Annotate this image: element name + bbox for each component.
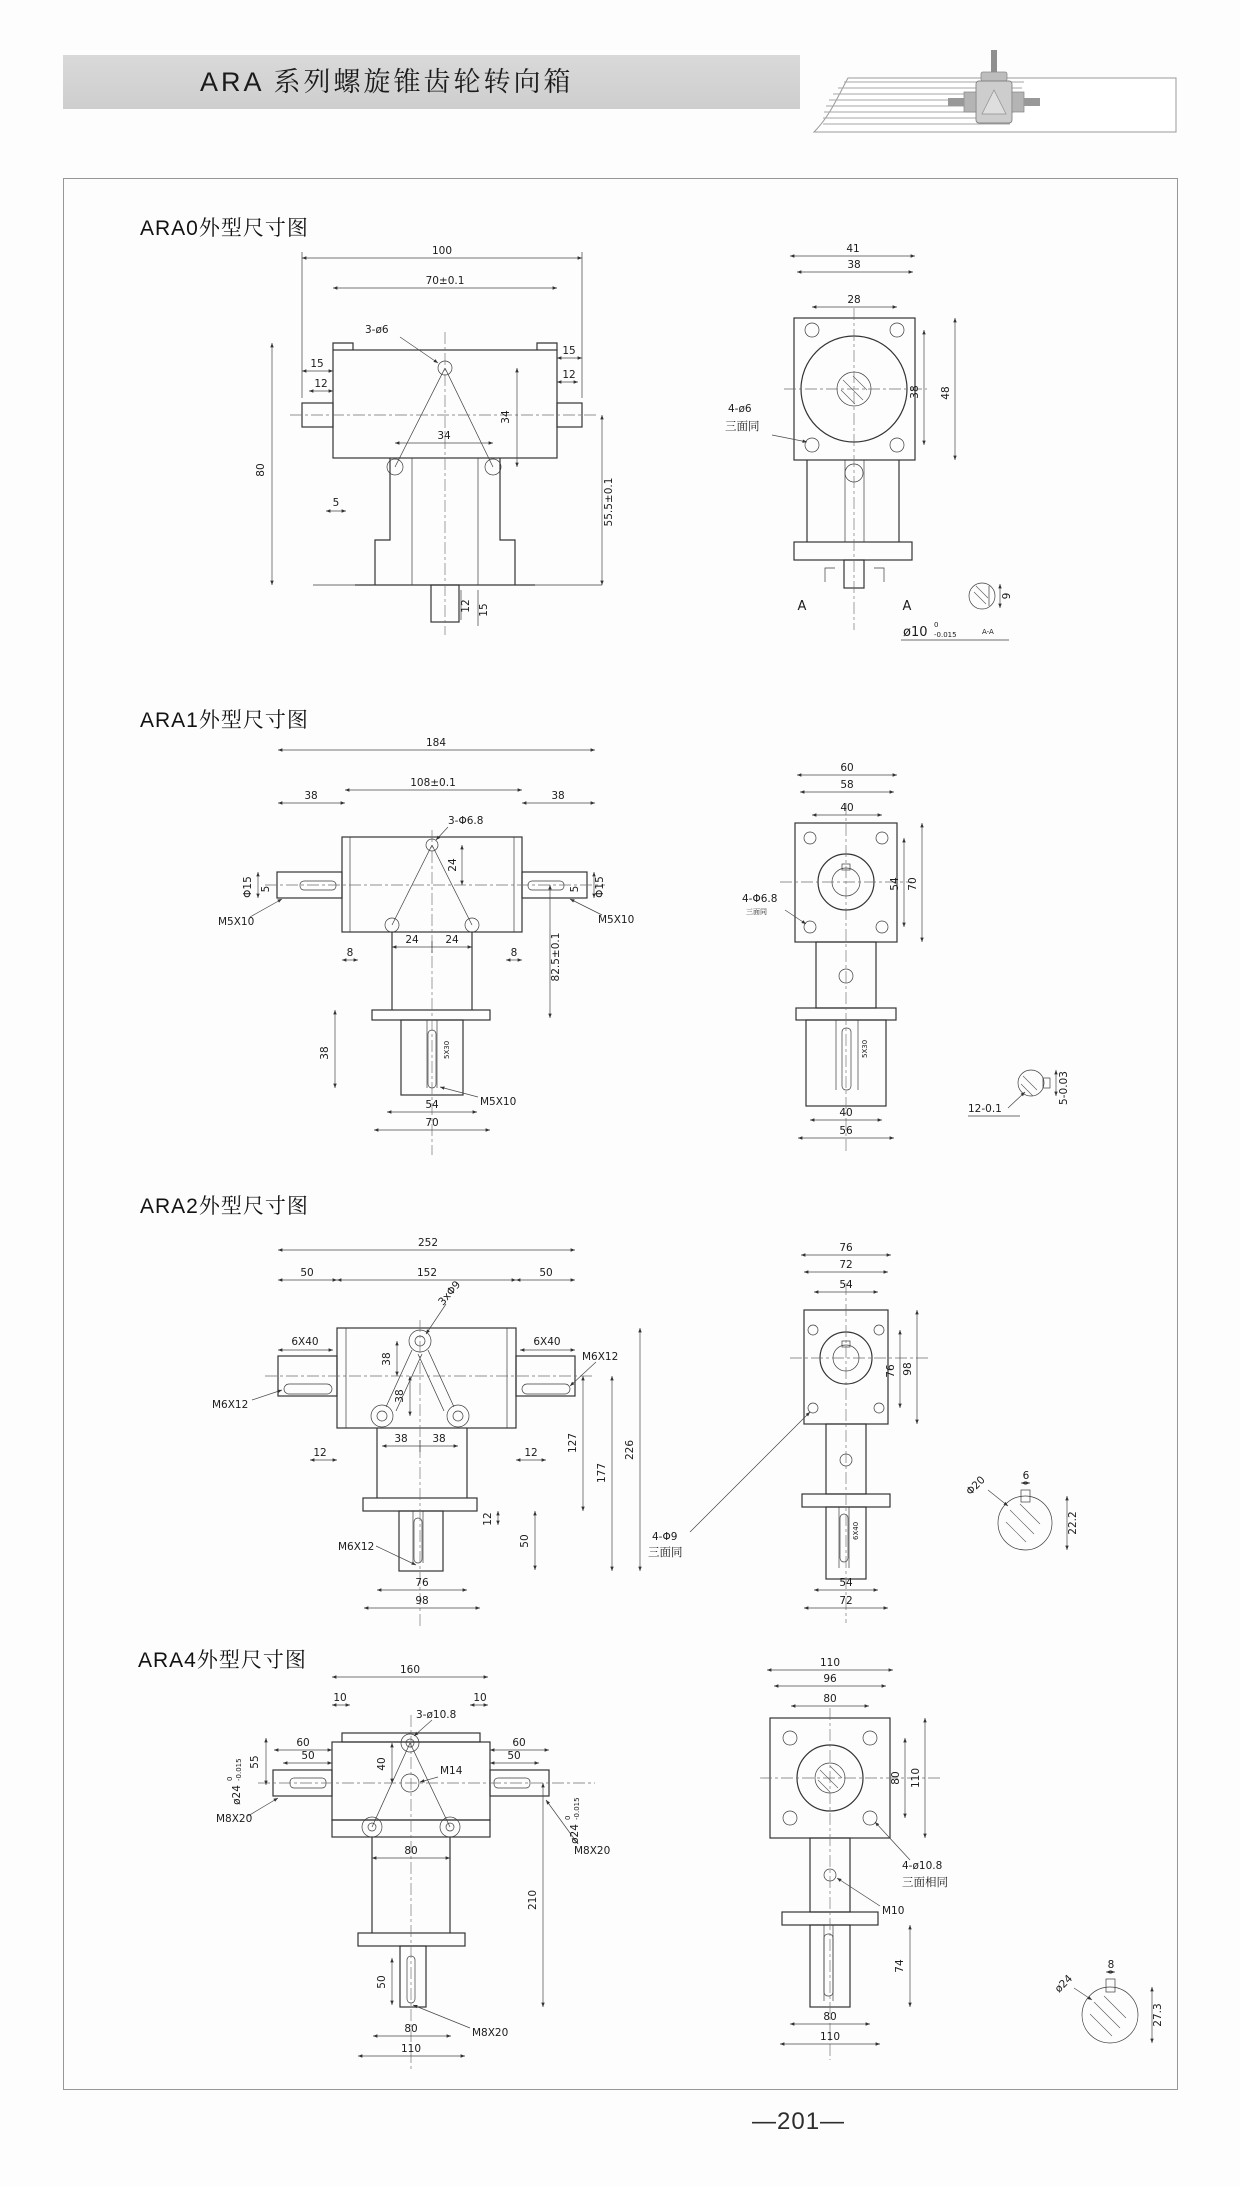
dim-label: 50 bbox=[507, 1750, 521, 1762]
keyway-label: 6X40 bbox=[291, 1336, 319, 1348]
dim-label: 38 bbox=[551, 790, 565, 802]
dim-label: 40 bbox=[376, 1757, 388, 1771]
hole-callout: 4-Φ9 bbox=[652, 1531, 678, 1543]
shaft-callout: ø24 bbox=[1052, 1972, 1076, 1996]
ara4-side-view-drawing bbox=[630, 1657, 1195, 2095]
dimension-lines bbox=[785, 775, 1056, 1138]
dim-label: 56 bbox=[839, 1125, 853, 1137]
ara0-side-view-drawing bbox=[562, 230, 1032, 660]
dim-label: 70±0.1 bbox=[425, 275, 465, 287]
centerlines bbox=[784, 308, 927, 630]
dim-label: 28 bbox=[847, 294, 861, 306]
thread-callout: M8X20 bbox=[216, 1813, 253, 1825]
hole-callout-note: 三面同 bbox=[746, 908, 767, 916]
dim-label: Φ15 bbox=[594, 876, 606, 898]
dim-label: 110 bbox=[910, 1767, 922, 1789]
dim-label: 98 bbox=[415, 1595, 429, 1607]
dim-label: 38 bbox=[319, 1046, 331, 1060]
hole-callout: 4-ø10.8 bbox=[902, 1860, 943, 1872]
hole-callout: 3xΦ9 bbox=[436, 1278, 464, 1308]
dim-label: 6 bbox=[1022, 1470, 1030, 1482]
dim-label: 40 bbox=[840, 802, 854, 814]
dim-label: 60 bbox=[512, 1737, 526, 1749]
dim-label: 55 bbox=[249, 1755, 261, 1769]
centerlines bbox=[790, 1283, 930, 1623]
dim-label: 76 bbox=[885, 1364, 897, 1378]
keyway-label: 6X40 bbox=[533, 1336, 561, 1348]
page-title: ARA 系列螺旋锥齿轮转向箱 bbox=[200, 67, 574, 97]
dim-label: 110 bbox=[819, 2031, 841, 2043]
dim-label: 252 bbox=[417, 1237, 439, 1249]
shaft-callout: Φ20 bbox=[963, 1473, 988, 1498]
thread-callout: M5X10 bbox=[480, 1096, 517, 1108]
dimension-labels bbox=[218, 737, 634, 1129]
dim-label: 54 bbox=[839, 1279, 853, 1291]
section-title-ara2: ARA2外型尺寸图 bbox=[140, 1195, 309, 1218]
dim-label: 38 bbox=[432, 1433, 446, 1445]
dim-label: 58 bbox=[840, 779, 854, 791]
thread-callout: M5X10 bbox=[218, 916, 255, 928]
centerlines bbox=[258, 1715, 595, 2070]
dimension-labels bbox=[255, 245, 615, 617]
dim-label: 8 bbox=[510, 947, 518, 959]
dim-label: 15 bbox=[310, 358, 324, 370]
dim-label: 41 bbox=[846, 243, 860, 255]
ara2-front-view-drawing bbox=[150, 1238, 660, 1643]
dim-label: 110 bbox=[819, 1657, 841, 1669]
thread-callout: M8X20 bbox=[574, 1845, 611, 1857]
dim-label: 55.5±0.1 bbox=[603, 477, 615, 527]
dim-label: 8 bbox=[1107, 1959, 1115, 1971]
section-title-ara1: ARA1外型尺寸图 bbox=[140, 709, 309, 732]
thread-callout: M5X10 bbox=[598, 914, 635, 926]
dim-label: 24 bbox=[405, 934, 419, 946]
dim-label: 50 bbox=[519, 1534, 531, 1548]
dim-label: 82.5±0.1 bbox=[550, 932, 562, 982]
dim-label: 50 bbox=[539, 1267, 553, 1279]
dim-label: 177 bbox=[596, 1462, 608, 1484]
dim-label: 10 bbox=[333, 1692, 347, 1704]
dim-label: 12-0.1 bbox=[968, 1103, 1002, 1115]
dim-label: 210 bbox=[527, 1889, 539, 1911]
dim-label: 60 bbox=[296, 1737, 310, 1749]
dim-label: 15 bbox=[478, 603, 490, 617]
dim-label: 50 bbox=[376, 1975, 388, 1989]
dim-label: 127 bbox=[567, 1432, 579, 1454]
dim-label: 50 bbox=[300, 1267, 314, 1279]
dim-label: 80 bbox=[823, 2011, 837, 2023]
outline-geometry bbox=[302, 343, 602, 622]
dim-label: 15 bbox=[562, 345, 576, 357]
dim-label: 108±0.1 bbox=[410, 777, 456, 789]
dim-label: 76 bbox=[415, 1577, 429, 1589]
dim-label: 24 bbox=[447, 858, 459, 872]
centerlines bbox=[290, 332, 598, 635]
dimension-labels bbox=[820, 1657, 1164, 2043]
dim-label: 34 bbox=[437, 430, 451, 442]
hole-callout-note: 三面相同 bbox=[902, 1875, 948, 1889]
dimension-labels bbox=[216, 1664, 610, 2055]
dim-label: 80 bbox=[890, 1771, 902, 1785]
dim-label: 80 bbox=[404, 1845, 418, 1857]
dim-label: 38 bbox=[381, 1352, 393, 1366]
tolerance-upper: 0 bbox=[934, 621, 939, 629]
dim-label: 38 bbox=[394, 1389, 406, 1403]
dim-label: 5 bbox=[260, 885, 272, 893]
thread-callout: M8X20 bbox=[472, 2027, 509, 2039]
dimension-lines bbox=[767, 1670, 1152, 2044]
dim-label: 60 bbox=[840, 762, 854, 774]
section-title-ara0: ARA0外型尺寸图 bbox=[140, 217, 309, 240]
dim-label: 70 bbox=[425, 1117, 439, 1129]
dim-label: 38 bbox=[304, 790, 318, 802]
thread-callout: M6X12 bbox=[212, 1399, 249, 1411]
section-title-ara4: ARA4外型尺寸图 bbox=[138, 1649, 307, 1672]
tolerance-lower: -0.015 bbox=[934, 631, 957, 639]
dim-label: 5 bbox=[332, 497, 340, 509]
dim-label: 72 bbox=[839, 1259, 853, 1271]
page-number: —201— bbox=[752, 2108, 846, 2135]
section-marker: A bbox=[797, 599, 807, 614]
keyway-label: 5X30 bbox=[443, 1040, 451, 1059]
dimension-lines bbox=[248, 1677, 578, 2056]
dim-label: 100 bbox=[431, 245, 453, 257]
dim-label: 70 bbox=[907, 877, 919, 891]
hole-callout: 3-Φ6.8 bbox=[448, 815, 484, 827]
dim-label: 54 bbox=[889, 877, 901, 891]
dim-label: 5-0.03 bbox=[1058, 1071, 1070, 1105]
hole-callout: 4-Φ6.8 bbox=[742, 893, 778, 905]
dim-label: 98 bbox=[902, 1362, 914, 1376]
dim-label: 5 bbox=[569, 885, 581, 893]
dim-label: 160 bbox=[399, 1664, 421, 1676]
dim-label: 9 bbox=[1001, 592, 1013, 600]
centerlines bbox=[265, 1320, 595, 1628]
dim-label: 80 bbox=[255, 463, 267, 477]
dim-label: 38 bbox=[909, 385, 921, 399]
ara4-front-view-drawing bbox=[150, 1660, 675, 2095]
dim-label: 12 bbox=[313, 1447, 327, 1459]
dim-label: 50 bbox=[301, 1750, 315, 1762]
dim-label: 38 bbox=[394, 1433, 408, 1445]
dim-label: 96 bbox=[823, 1673, 837, 1685]
dim-label: 74 bbox=[894, 1959, 906, 1973]
dim-label: 184 bbox=[425, 737, 447, 749]
hole-callout: 4-ø6 bbox=[728, 403, 752, 415]
dim-label: 34 bbox=[500, 410, 512, 424]
tolerance-lower: -0.015 bbox=[235, 1758, 243, 1781]
dim-label: 3-ø6 bbox=[365, 324, 389, 336]
thread-callout: M14 bbox=[440, 1765, 463, 1777]
dim-label: 152 bbox=[416, 1267, 438, 1279]
section-marker: A bbox=[902, 599, 912, 614]
outline-geometry bbox=[795, 823, 1050, 1106]
thread-callout: M10 bbox=[882, 1905, 905, 1917]
dim-label: 54 bbox=[839, 1577, 853, 1589]
shaft-callout: ø24 bbox=[569, 1824, 581, 1844]
ara1-side-view-drawing bbox=[740, 758, 1085, 1173]
dim-label: 110 bbox=[400, 2043, 422, 2055]
dimension-labels bbox=[742, 762, 1070, 1137]
dim-label: 48 bbox=[940, 386, 952, 400]
gearbox-product-icon bbox=[938, 50, 1050, 138]
tolerance-lower: -0.015 bbox=[573, 1797, 581, 1820]
dim-label: 12 bbox=[460, 599, 472, 613]
dimension-lines bbox=[690, 1255, 1067, 1608]
ara1-front-view-drawing bbox=[150, 735, 635, 1190]
dimension-labels bbox=[725, 243, 1013, 640]
dim-label: 226 bbox=[624, 1439, 636, 1461]
hole-callout-note: 三面同 bbox=[725, 419, 760, 433]
dim-label: 27.3 bbox=[1152, 2003, 1164, 2027]
dim-label: 12 bbox=[314, 378, 328, 390]
dim-label: 76 bbox=[839, 1242, 853, 1254]
dim-label: 12 bbox=[482, 1512, 494, 1526]
dim-label: 72 bbox=[839, 1595, 853, 1607]
dim-label: 54 bbox=[425, 1099, 439, 1111]
dim-label: 10 bbox=[473, 1692, 487, 1704]
section-label: A-A bbox=[982, 628, 994, 636]
ara2-side-view-drawing bbox=[630, 1238, 1195, 1643]
dim-label: 12 bbox=[562, 369, 576, 381]
dim-label: 40 bbox=[839, 1107, 853, 1119]
tolerance-upper: 0 bbox=[226, 1776, 234, 1781]
outline-geometry bbox=[802, 1310, 1052, 1579]
outline-geometry bbox=[794, 318, 995, 609]
dim-label: 80 bbox=[823, 1693, 837, 1705]
dim-label: Φ15 bbox=[242, 876, 254, 898]
keyway-label: 6X40 bbox=[852, 1521, 860, 1540]
dim-label: 24 bbox=[445, 934, 459, 946]
tolerance-upper: 0 bbox=[564, 1815, 572, 1820]
shaft-callout: ø10 bbox=[903, 625, 928, 640]
dim-label: 38 bbox=[847, 259, 861, 271]
centerlines bbox=[780, 803, 912, 1153]
dim-label: 12 bbox=[524, 1447, 538, 1459]
keyway-label: 5X30 bbox=[861, 1039, 869, 1058]
dim-label: 80 bbox=[404, 2023, 418, 2035]
dimension-labels bbox=[212, 1237, 636, 1607]
thread-callout: M6X12 bbox=[582, 1351, 619, 1363]
shaft-callout: ø24 bbox=[231, 1785, 243, 1805]
dim-label: 8 bbox=[346, 947, 354, 959]
thread-callout: M6X12 bbox=[338, 1541, 375, 1553]
header-banner bbox=[63, 55, 800, 109]
hole-callout-note: 三面同 bbox=[648, 1545, 683, 1559]
dim-label: 22.2 bbox=[1067, 1511, 1079, 1535]
hole-callout: 3-ø10.8 bbox=[416, 1709, 457, 1721]
